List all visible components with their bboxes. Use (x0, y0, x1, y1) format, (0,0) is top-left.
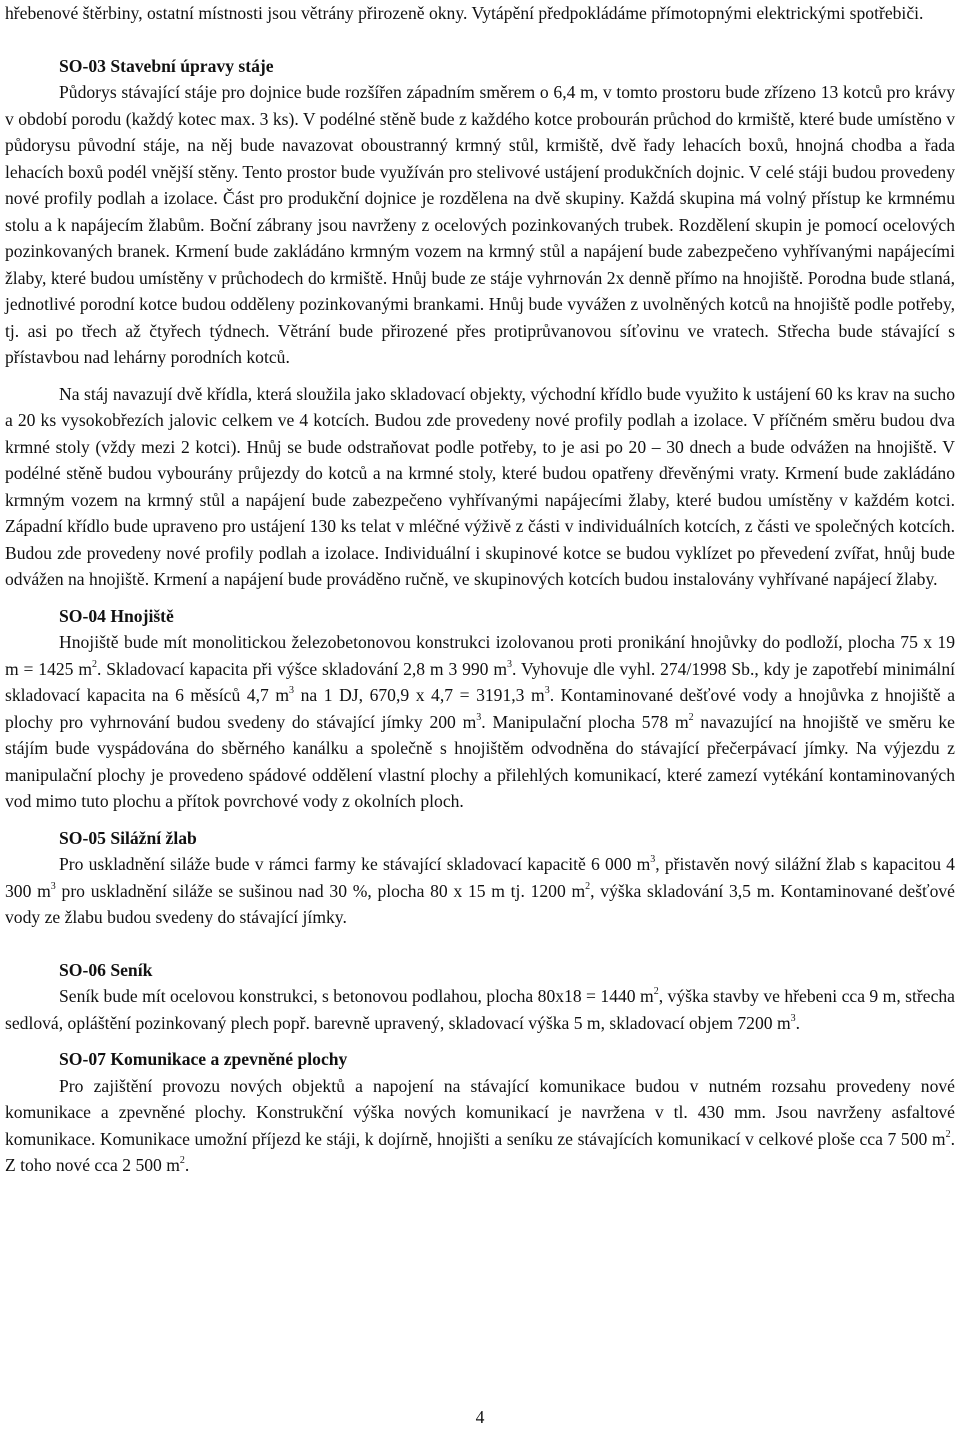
so05-heading: SO-05 Silážní žlab (59, 827, 197, 848)
spacer (5, 371, 955, 381)
so03-paragraph-2: Na stáj navazují dvě křídla, která sloužila jako skladovací objekty, východní křídlo bude využito k ustájení 60 ks krav na sucho a 20 ks vysokobřezích jalovic celkem ve 4 kotcích. Budou zde provedeny nové profily podlah a izolace. V příčném směru budou dva krmné stoly (vždy mezi 2 kotci). Hnůj se bude odstraňovat podle potřeby, to je asi po 20 – 30 dnech a bude odvážen na hnojiště. V podélné stěně budou vybourány průjezdy do kotců a na krmné stoly, které budou opatřeny dřevěnými vraty. Krmení bude zakládáno krmným vozem na krmný stůl a napájení bude zabezpečeno vyhřívanými napájecími žlaby, které budou umístěny v každém kotci. Západní křídlo bude upraveno pro ustájení 130 ks telat v mléčné výživě z části v individuálních kotcích, z části ve společných kotcích. Budou zde provedeny nové profily podlah a izolace. Individuální i skupinové kotce se budou vyklízet po převedení zvířat, hnůj bude odvážen na hnojiště. Krmení a napájení bude prováděno ručně, ve skupinových kotcích budou instalovány vyhřívané napájecí žlaby. (5, 383, 955, 589)
so07-heading: SO-07 Komunikace a zpevněné plochy (59, 1049, 348, 1069)
spacer (5, 1036, 955, 1046)
spacer (5, 593, 955, 603)
so04-paragraph: Hnojiště bude mít monolitickou železobetonovou konstrukci izolovanou proti pronikání hnojůvky do podloží, plocha 75 x 19 m = 1425 $m^2$. Skladovací kapacita při výšce skladování 2,8 m 3 990 $m^3$. Vyhovuje dle vyhl. 274/1998 Sb., kdy je zapotřebí minimální skladovací kapacita na 6 měsíců 4,7 $m^3$ na 1 DJ, 670,9 x 4,7 = 3191,3 $m^3$. Kontaminované dešťové vody a hnojůvka z hnojiště a plochy pro vyhrnování budou svedeny do stávající jímky 200 $m^3$. Manipulační plocha 578 $m^2$ navazující na hnojiště ve směru ke stájím bude vyspádována do sběrného kanálku a společně s hnojištěm odvodněna do stávající přečerpávací jímky. Na výjezdu z manipulační plochy je provedeno spádové oddělení vlastní plochy a přilehlých komunikací, které zamezí vytékání kontaminovaných vod mimo tuto plochu a přítok povrchové vody z okolních ploch. (5, 632, 956, 811)
so04-heading: SO-04 Hnojiště (59, 605, 174, 626)
so07-paragraph: Pro zajištění provozu nových objektů a napojení na stávající komunikace budou v nutném rozsahu provedeny nové komunikace a zpevněné plochy. Konstrukční výška nových komunikací je navržena v tl. 430 mm. Jsou navrženy asfaltové komunikace. Komunikace umožní příjezd ke stáji, k dojírně, hnojišti a seníku ze stávajících komunikací v celkové ploše cca 7 500 $m^2$. Z toho nové cca 2 500 $m^2$. (5, 1075, 955, 1175)
so03-paragraph-1: Půdorys stávající stáje pro dojnice bude rozšířen západním směrem o 6,4 m, v tomto prostoru bude zřízeno 13 kotců pro krávy v období porodu (každý kotec max. 3 ks). V podélné stěně bude z každého kotce probourán průchod do krmiště, které bude umístěno v půdorysu původní stáje, na něj bude navazovat oboustranný krmný stůl, krmiště, dvě řady lehacích boxů, hnojná chodba a řada lehacích boxů podél vnější stěny. Tento prostor bude využíván pro stelivové ustájení produkčních dojnic. V celé stáji budou provedeny nové profily podlah a izolace. Část pro produkční dojnice je rozdělena na dvě skupiny. Každá skupina má volný přístup ke krmnému stolu a k napájecím žlabům. Boční zábrany jsou navrženy z ocelových pozinkovaných trubek. Rozdělení skupin je pomocí ocelových pozinkovaných branek. Krmení bude zakládáno krmným vozem na krmný stůl a napájení bude zabezpečeno vyhřívanými napájecími žlaby, které budou umístěny v průchodech do krmiště. Hnůj bude ze stáje vyhrnován 2x denně přímo na hnojiště. Porodna bude stlaná, jednotlivé porodní kotce budou odděleny pozinkovanými brankami. Hnůj bude vyvážen z uvolněných kotců na hnojiště podle potřeby, tj. asi po třech až čtyřech týdnech. Větrání bude přirozené přes protiprůvanovou síťovinu ve vratech. Střecha bude stávající s přístavbou nad lehárny porodních kotců. (5, 82, 955, 367)
spacer (5, 815, 955, 825)
so06-paragraph: Seník bude mít ocelovou konstrukci, s betonovou podlahou, plocha 80x18 = 1440 $m^2$, výška stavby ve hřebeni cca 9 m, střecha sedlová, opláštění pozinkovaný plech popř. barevně upravený, skladovací výška 5 m, skladovací objem 7200 $m^3$. (5, 986, 955, 1033)
intro-paragraph: hřebenové štěrbiny, ostatní místnosti jsou větrány přirozeně okny. Vytápění předpokládáme přímotopnými elektrickými spotřebiči. (5, 3, 924, 23)
so05-paragraph: Pro uskladnění siláže bude v rámci farmy ke stávající skladovací kapacitě 6 000 $m^3$, přistavěn nový silážní žlab s kapacitou 4 300 $m^3$ pro uskladnění siláže se sušinou nad 30 %, plocha 80 x 15 m tj. 1200 $m^2$, výška skladování 3,5 m. Kontaminované dešťové vody ze žlabu budou svedeny do stávající jímky. (5, 854, 955, 927)
spacer (5, 27, 955, 53)
page-number: 4 (475, 1407, 485, 1427)
spacer (5, 931, 955, 957)
so06-heading: SO-06 Seník (59, 959, 153, 980)
so03-heading: SO-03 Stavební úpravy stáje (59, 55, 274, 76)
